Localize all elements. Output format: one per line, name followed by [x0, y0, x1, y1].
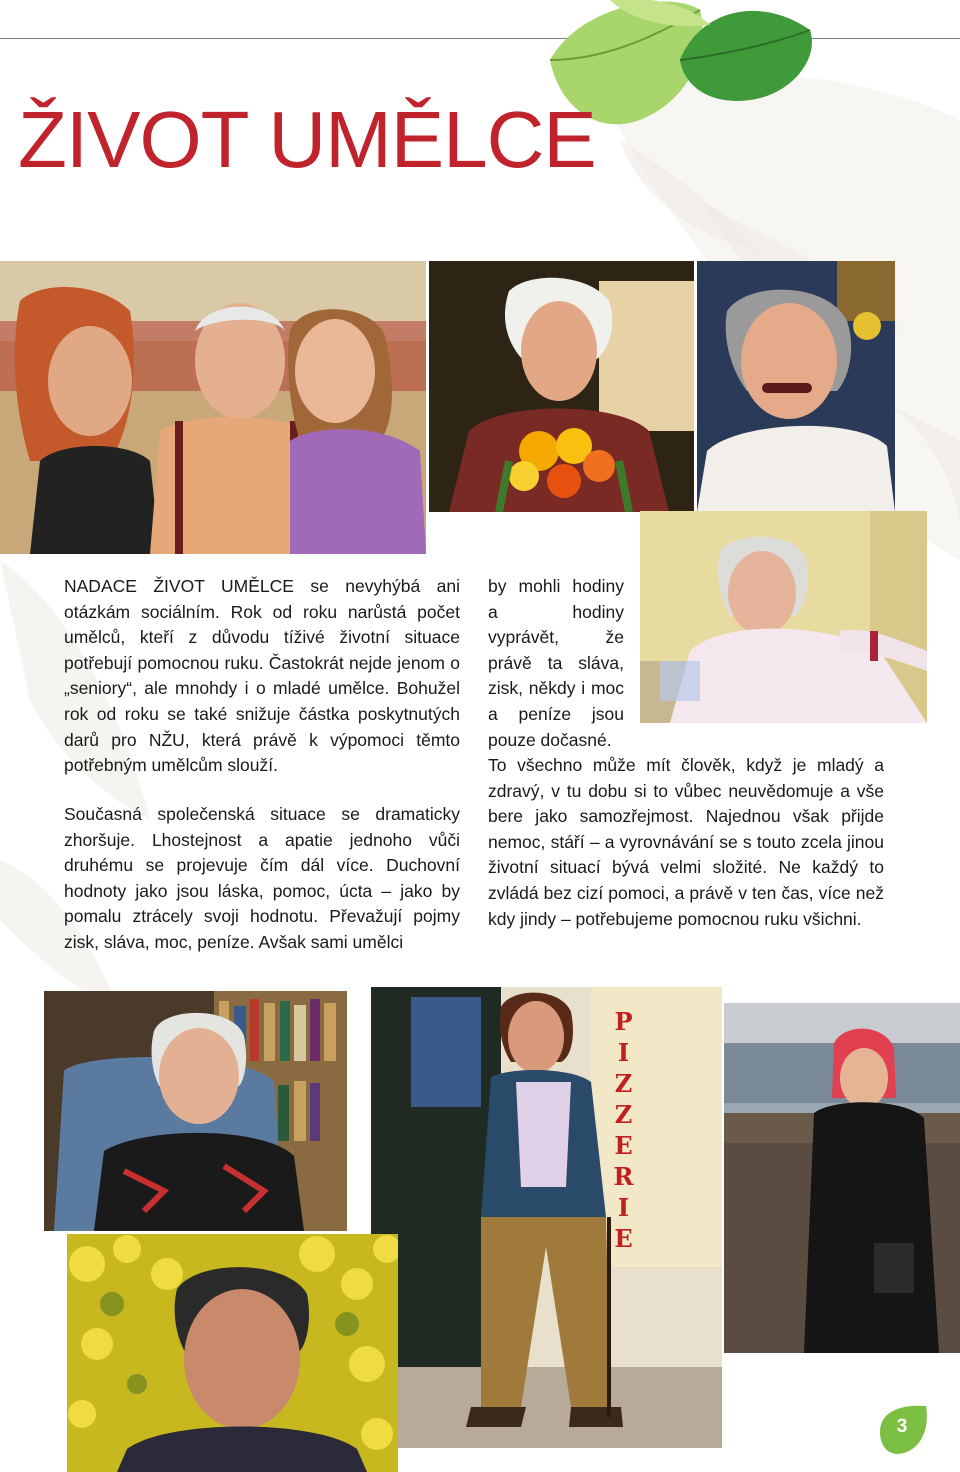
photo-laughing-woman	[697, 261, 895, 512]
photo-woman-on-bridge	[724, 1003, 960, 1353]
photo-woman-in-armchair	[44, 991, 347, 1231]
photo-woman-in-bed	[640, 511, 927, 723]
photo-group-three-people	[0, 261, 426, 554]
photo-man-at-pizzeria	[371, 987, 722, 1448]
page-title: ŽIVOT UMĚLCE	[18, 95, 596, 184]
page-number: 3	[896, 1416, 908, 1437]
page-number-badge	[876, 1402, 932, 1458]
artists-paragraph: by mohli hodiny a hodiny vyprávět, že právě ta sláva, zisk, někdy i moc a peníze jsou pouze dočasné.	[488, 576, 624, 750]
photo-man-yellow-flowers	[67, 1234, 398, 1472]
help-paragraph: To všechno může mít člověk, když je mladý a zdravý, v tu dobu si to vůbec neuvědomuje a vše bere jako samozřejmost. Najednou však přijde nemoc, stáří – a vyrovnávání se s touto zcela jinou životní situací bývá velmi složité. Ne každý to zvládá bez cizí pomoci, a právě v ten čas, více než kdy jindy – potřebujeme pomocnou ruku všichni.	[488, 755, 884, 929]
pizzerie-sign: PIZZERIE	[609, 1007, 638, 1255]
intro-paragraph: NADACE ŽIVOT UMĚLCE se nevyhýbá ani otázkám sociálním. Rok od roku narůstá počet umělců, kteří z důvodu tíživé životní situace potřebují pomocnou ruku. Častokrát nejde jenom o „seniory“, ale mnohdy i o mladé umělce. Bohužel rok od roku se také snižuje částka poskytnutých darů pro NŽU, která právě k výpomoci těmto potřebným umělcům slouží.	[64, 576, 460, 776]
photo-woman-with-flowers	[429, 261, 694, 512]
society-paragraph: Současná společenská situace se dramaticky zhoršuje. Lhostejnost a apatie jednoho vůči druhému se projevuje čím dál více. Duchovní hodnoty jako jsou láska, pomoc, úcta – jako by pomalu ztrácely svoji hodnotu. Převažují pojmy zisk, sláva, moc, peníze. Avšak sami umělci	[64, 804, 460, 952]
